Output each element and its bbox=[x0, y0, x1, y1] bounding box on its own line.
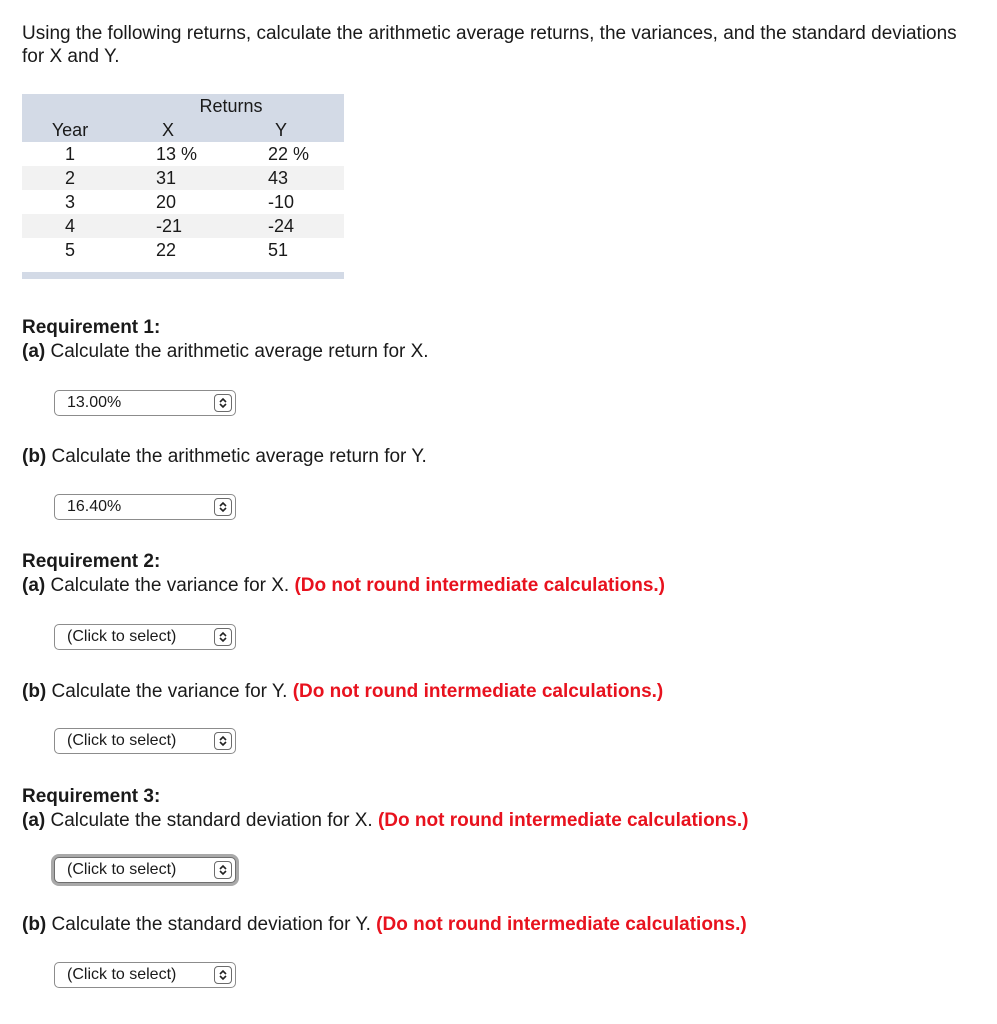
table-header-row bbox=[22, 119, 344, 142]
selected-value: 16.40% bbox=[67, 498, 122, 515]
average-return-x-select[interactable] bbox=[54, 390, 236, 416]
y-return-cell: -10 bbox=[268, 191, 295, 212]
y-return-cell: -24 bbox=[218, 214, 344, 238]
requirement-1-title: Requirement 1: bbox=[22, 317, 161, 338]
selected-value: (Click to select) bbox=[67, 861, 177, 878]
requirement-3-title: Requirement 3: bbox=[22, 786, 161, 807]
part-label: (a) bbox=[22, 341, 46, 362]
x-return-cell: 20 bbox=[156, 191, 177, 212]
up-down-chevron-icon bbox=[214, 628, 232, 646]
prompt-text: Calculate the arithmetic average return for X. bbox=[45, 341, 429, 362]
variance-y-select[interactable] bbox=[54, 728, 236, 754]
requirement-3a-prompt bbox=[22, 810, 748, 832]
prompt-text: Calculate the arithmetic average return for Y. bbox=[46, 446, 427, 467]
prompt-text: Calculate the standard deviation for X. bbox=[45, 810, 378, 831]
rounding-note: (Do not round intermediate calculations.) bbox=[376, 914, 747, 935]
requirement-2a-prompt bbox=[22, 575, 665, 597]
year-cell: 5 bbox=[64, 239, 75, 260]
y-return-cell: 43 bbox=[218, 166, 344, 190]
part-label: (a) bbox=[22, 810, 46, 831]
requirement-2b-prompt bbox=[22, 681, 663, 703]
requirement-3b-prompt bbox=[22, 914, 747, 936]
variance-x-select[interactable] bbox=[54, 624, 236, 650]
year-cell: 1 bbox=[64, 143, 75, 164]
question-intro: Using the following returns, calculate the arithmetic average returns, the variances, and the standard deviations for X and Y. bbox=[22, 23, 957, 67]
rounding-note: (Do not round intermediate calculations.) bbox=[292, 681, 664, 702]
selected-value: (Click to select) bbox=[67, 966, 177, 983]
std-dev-x-select[interactable] bbox=[54, 857, 236, 883]
y-return-cell: 22 % bbox=[268, 143, 310, 164]
rounding-note: (Do not round intermediate calculations.) bbox=[377, 810, 749, 831]
selected-value: (Click to select) bbox=[67, 628, 177, 645]
x-return-cell: 31 bbox=[118, 166, 218, 190]
year-column-header: Year bbox=[22, 119, 118, 142]
x-return-cell: 13 % bbox=[156, 143, 198, 164]
up-down-chevron-icon bbox=[214, 861, 232, 879]
year-cell: 2 bbox=[22, 166, 118, 190]
year-cell: 4 bbox=[22, 214, 118, 238]
y-column-header: Y bbox=[218, 119, 344, 142]
returns-table bbox=[22, 94, 344, 262]
part-label: (b) bbox=[22, 914, 47, 935]
selected-value: 13.00% bbox=[67, 394, 122, 411]
up-down-chevron-icon bbox=[214, 394, 232, 412]
up-down-chevron-icon bbox=[214, 732, 232, 750]
table-row bbox=[22, 238, 344, 262]
x-return-cell: 22 bbox=[156, 239, 177, 260]
header-spacer bbox=[22, 94, 118, 119]
part-label: (b) bbox=[22, 446, 47, 467]
selected-value: (Click to select) bbox=[67, 732, 177, 749]
part-label: (a) bbox=[22, 575, 46, 596]
table-row bbox=[22, 166, 344, 190]
table-row bbox=[22, 214, 344, 238]
average-return-y-select[interactable] bbox=[54, 494, 236, 520]
requirement-1b-prompt bbox=[22, 446, 427, 468]
prompt-text: Calculate the standard deviation for Y. bbox=[46, 914, 377, 935]
up-down-chevron-icon bbox=[214, 966, 232, 984]
table-header-row bbox=[22, 94, 344, 119]
up-down-chevron-icon bbox=[214, 498, 232, 516]
prompt-text: Calculate the variance for Y. bbox=[46, 681, 293, 702]
prompt-text: Calculate the variance for X. bbox=[45, 575, 295, 596]
year-cell: 3 bbox=[64, 191, 75, 212]
table-row bbox=[22, 142, 344, 166]
x-column-header: X bbox=[118, 119, 218, 142]
part-label: (b) bbox=[22, 681, 47, 702]
std-dev-y-select[interactable] bbox=[54, 962, 236, 988]
rounding-note: (Do not round intermediate calculations.) bbox=[294, 575, 666, 596]
returns-group-header: Returns bbox=[118, 94, 344, 119]
y-return-cell: 51 bbox=[268, 239, 289, 260]
table-row bbox=[22, 190, 344, 214]
x-return-cell: -21 bbox=[118, 214, 218, 238]
requirement-1a-prompt bbox=[22, 341, 429, 363]
requirement-2-title: Requirement 2: bbox=[22, 551, 161, 572]
table-bottom-border bbox=[22, 272, 344, 279]
